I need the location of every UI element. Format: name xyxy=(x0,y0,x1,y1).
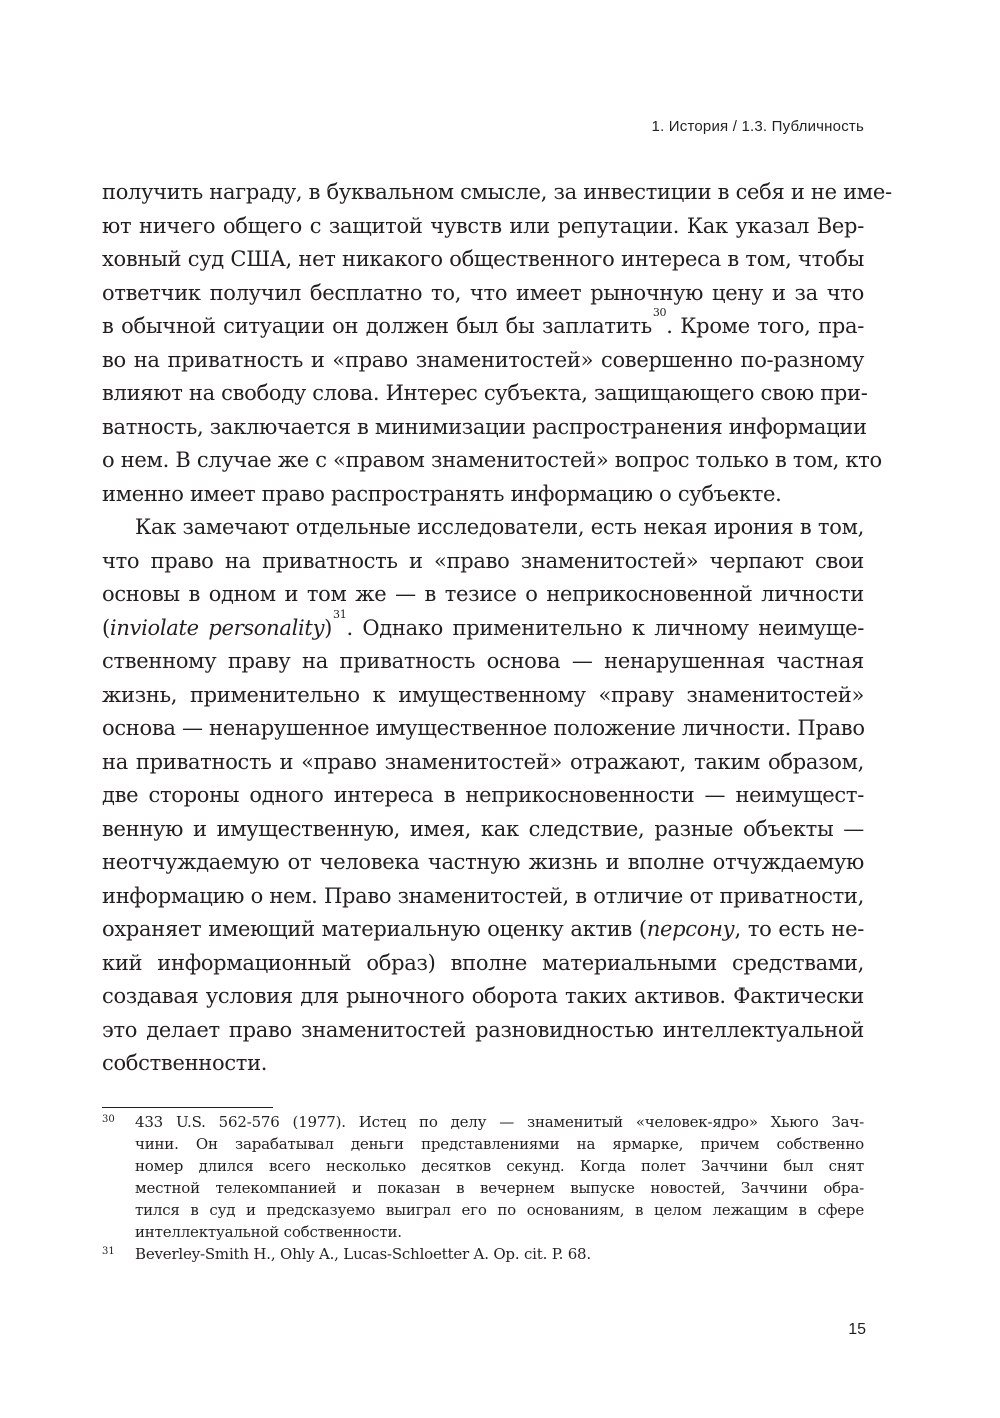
text-line: венную и имущественную, имея, как следствие, разные объекты — xyxy=(102,816,864,841)
footnote-line: тился в суд и предсказуемо выиграл его по основаниям, в целом лежащим в сфере xyxy=(135,1201,864,1219)
text-line: ватность, заключается в минимизации распространения информации xyxy=(102,414,867,439)
text-line xyxy=(102,306,864,344)
paragraph-1 xyxy=(102,176,892,511)
text-line: собственности. xyxy=(102,1051,268,1075)
italic-term: персону xyxy=(646,917,735,941)
footnote-divider xyxy=(102,1107,273,1108)
running-head: 1. История / 1.3. Публичность xyxy=(651,118,864,135)
text-line xyxy=(102,607,864,646)
footnote-line: местной телекомпанией и показан в вечернем выпуске новостей, Заччини обра- xyxy=(135,1179,864,1197)
text-segment: ) xyxy=(324,615,333,640)
text-segment: охраняет имеющий материальную оценку актив ( xyxy=(102,917,647,941)
text-segment: . Кроме того, пра- xyxy=(666,314,864,338)
text-line: информацию о нем. Право знаменитостей, в отличие от приватности, xyxy=(102,883,864,908)
paragraph-2 xyxy=(102,511,864,1081)
text-segment: в обычной ситуации он должен был бы заплатить xyxy=(102,314,652,338)
text-line: создавая условия для рыночного оборота таких активов. Фактически xyxy=(102,984,864,1008)
italic-term: inviolate personality xyxy=(109,615,325,640)
text-line: кий информационный образ) вполне материальными средствами, xyxy=(102,950,864,975)
text-line: во на приватность и «право знаменитостей» совершенно по-разному xyxy=(102,347,864,372)
footnote-number: 30 xyxy=(102,1114,115,1125)
footnote-line: интеллектуальной собственности. xyxy=(135,1223,402,1241)
footnote-number: 31 xyxy=(102,1246,115,1257)
footnote-ref-30[interactable]: 30 xyxy=(652,306,667,319)
text-line: основы в одном и том же — в тезисе о неприкосновенной личности xyxy=(102,582,864,606)
page-number: 15 xyxy=(848,1321,866,1338)
main-text xyxy=(102,176,892,1081)
text-line: о нем. В случае же с «правом знаменитостей» вопрос только в том, кто xyxy=(102,448,882,472)
text-line xyxy=(102,913,864,947)
text-line: две стороны одного интереса в неприкосновенности — неимущест- xyxy=(102,783,864,807)
footnote-line: чини. Он зарабатывал деньги представлениями на ярмарке, причем собственно xyxy=(135,1135,864,1153)
text-line: ют ничего общего с защитой чувств или репутации. Как указал Вер- xyxy=(102,213,864,238)
text-line: ответчик получил бесплатно то, что имеет рыночную цену и за что xyxy=(102,280,864,305)
text-line: жизнь, применительно к имущественному «праву знаменитостей» xyxy=(102,682,864,707)
text-line: основа — ненарушенное имущественное положение личности. Право xyxy=(102,716,865,740)
text-line: получить награду, в буквальном смысле, за инвестиции в себя и не име- xyxy=(102,180,892,204)
text-segment: , то есть не- xyxy=(734,917,864,941)
footnotes xyxy=(102,1111,864,1265)
text-line: неотчуждаемую от человека частную жизнь и вполне отчуждаемую xyxy=(102,850,864,874)
text-segment: ( xyxy=(102,615,110,640)
footnote-30 xyxy=(102,1111,864,1243)
footnote-line: номер длился всего несколько десятков секунд. Когда полет Заччини был снят xyxy=(135,1157,864,1175)
footnote-line: 433 U.S. 562-576 (1977). Истец по делу — знаменитый «человек-ядро» Хьюго Зач- xyxy=(135,1113,864,1131)
text-line: Как замечают отдельные исследователи, есть некая ирония в том, xyxy=(135,515,864,539)
footnote-ref-31[interactable]: 31 xyxy=(333,607,347,621)
text-line: ственному праву на приватность основа — ненарушенная частная xyxy=(102,649,864,673)
text-line: что право на приватность и «право знаменитостей» черпают свои xyxy=(102,548,864,573)
text-line: именно имеет право распространять информацию о субъекте. xyxy=(102,481,782,506)
text-segment: . Однако применительно к личному неимуще- xyxy=(346,615,864,640)
text-line: на приватность и «право знаменитостей» отражают, таким образом, xyxy=(102,749,864,774)
text-line: влияют на свободу слова. Интерес субъекта, защищающего свою при- xyxy=(102,381,868,405)
text-line: это делает право знаменитостей разновидностью интеллектуальной xyxy=(102,1017,864,1042)
text-line: ховный суд США, нет никакого общественного интереса в том, чтобы xyxy=(102,247,864,271)
footnote-line: Beverley-Smith H., Ohly A., Lucas-Schloetter A. Op. cit. P. 68. xyxy=(135,1245,591,1263)
footnote-31 xyxy=(102,1243,864,1265)
